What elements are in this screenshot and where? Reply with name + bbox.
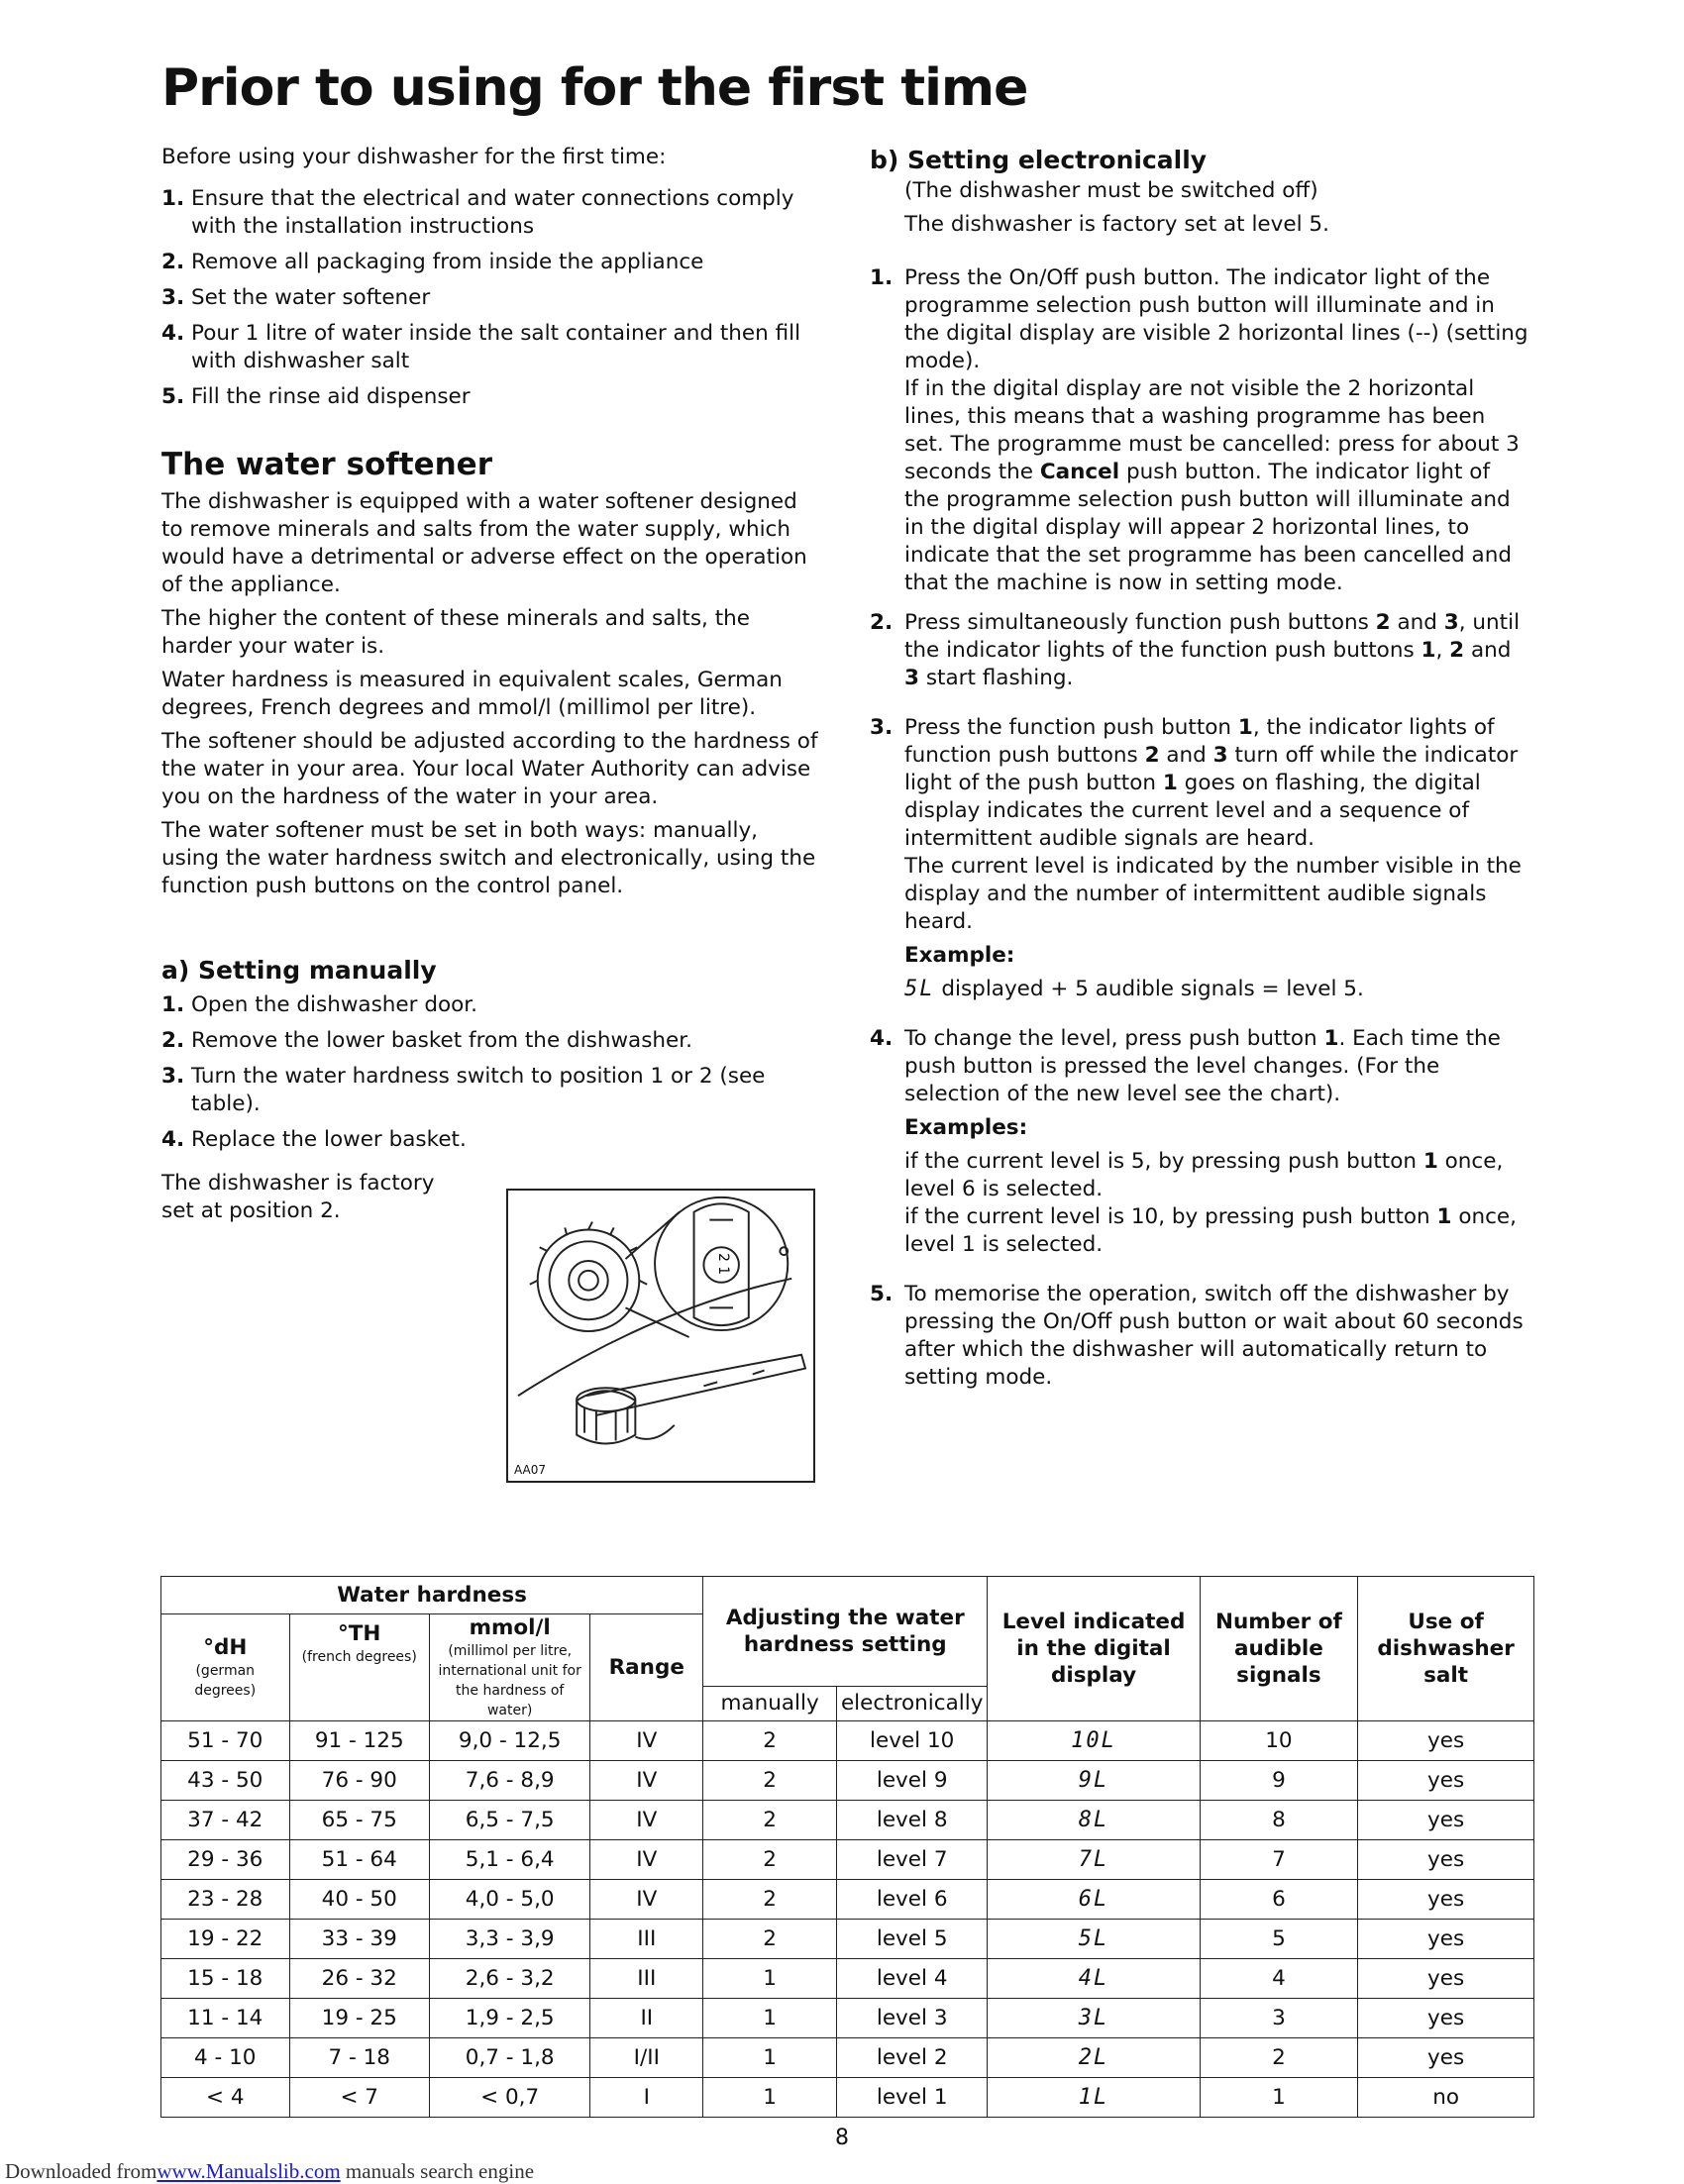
cell-elec: level 1	[836, 2078, 987, 2118]
cell-range: III	[590, 1959, 703, 1999]
figure-label: AA07	[514, 1463, 547, 1477]
cell-range: IV	[590, 1880, 703, 1920]
table-row	[161, 1880, 1534, 1920]
cell-dh: 43 - 50	[161, 1761, 290, 1801]
display-readout: 7L	[1078, 1847, 1109, 1872]
cell-range: I	[590, 2078, 703, 2118]
example-1: if the current level is 5, by pressing push button 1 once, level 6 is selected.	[904, 1149, 1504, 1201]
cell-th: 65 - 75	[289, 1801, 429, 1840]
cell-signals: 8	[1200, 1801, 1358, 1840]
cell-signals: 9	[1200, 1761, 1358, 1801]
cell-elec: level 7	[836, 1840, 987, 1880]
table-row	[161, 1920, 1534, 1959]
cell-salt: yes	[1358, 1840, 1534, 1880]
cell-signals: 7	[1200, 1840, 1358, 1880]
intro-text: Before using your dishwasher for the first time:	[161, 145, 667, 169]
cell-salt: yes	[1358, 1880, 1534, 1920]
electronic-step-2: 2. Press simultaneously function push buttons 2 and 3, until the indicator lights of the function push buttons 1, 2 and 3 start flashing.	[870, 609, 1528, 692]
cell-manual: 2	[703, 1920, 837, 1959]
table-row	[161, 2078, 1534, 2118]
softener-dial-outline	[538, 1229, 640, 1331]
manual-setting-steps	[161, 991, 820, 1154]
cell-manual: 1	[703, 1999, 837, 2038]
cell-range: III	[590, 1920, 703, 1959]
page-title: Prior to using for the first time	[161, 58, 1028, 118]
cell-elec: level 5	[836, 1920, 987, 1959]
table-row	[161, 1761, 1534, 1801]
electronic-setting-steps	[870, 264, 1528, 1392]
cell-display	[988, 1721, 1200, 1761]
cell-salt: no	[1358, 2078, 1534, 2118]
factory-level-note: The dishwasher is factory set at level 5.	[904, 212, 1329, 237]
dial-position-marks: 2 1	[715, 1253, 732, 1276]
cell-manual: 2	[703, 1840, 837, 1880]
manually-header: manually	[703, 1686, 837, 1720]
table-row	[161, 1721, 1534, 1761]
cell-manual: 1	[703, 1959, 837, 1999]
manual-step-3: 3. Turn the water hardness switch to position 1 or 2 (see table).	[161, 1064, 766, 1116]
right-column	[870, 144, 1528, 1400]
cell-elec: level 6	[836, 1880, 987, 1920]
level-header: Level indicated in the digital display	[988, 1577, 1200, 1721]
water-hardness-switch-illustration	[506, 1189, 815, 1483]
cell-mmol: 7,6 - 8,9	[429, 1761, 589, 1801]
download-footer: Downloaded fromwww.Manualslib.com manuals search engine	[5, 2159, 535, 2183]
cell-th: 51 - 64	[289, 1840, 429, 1880]
display-readout: 6L	[1078, 1887, 1109, 1912]
display-readout: 3L	[1078, 2006, 1109, 2030]
table-row	[161, 1801, 1534, 1840]
softener-paragraph: The higher the content of these minerals and salts, the harder your water is.	[161, 606, 750, 659]
cell-salt: yes	[1358, 1920, 1534, 1959]
cell-dh: 15 - 18	[161, 1959, 290, 1999]
first-use-step-5: 5. Fill the rinse aid dispenser	[161, 384, 471, 409]
cell-range: IV	[590, 1840, 703, 1880]
cell-signals: 1	[1200, 2078, 1358, 2118]
cell-range: I/II	[590, 2038, 703, 2078]
cell-mmol: 2,6 - 3,2	[429, 1959, 589, 1999]
cell-display	[988, 2078, 1200, 2118]
manualslib-link[interactable]: www.Manualslib.com	[157, 2159, 341, 2183]
switched-off-note: (The dishwasher must be switched off)	[904, 178, 1318, 203]
display-readout: 9L	[1078, 1768, 1109, 1793]
water-hardness-table	[160, 1576, 1534, 2118]
cell-display	[988, 1761, 1200, 1801]
water-hardness-group-header: Water hardness	[161, 1577, 703, 1614]
cell-th: 7 - 18	[289, 2038, 429, 2078]
softener-paragraph: Water hardness is measured in equivalent scales, German degrees, French degrees and mmol/l (millimol per litre).	[161, 668, 783, 720]
cell-dh: 4 - 10	[161, 2038, 290, 2078]
step2-text: Press simultaneously function push buttons 2 and 3, until the indicator lights of the function push buttons 1, 2 and 3 start flashing.	[904, 610, 1521, 690]
display-readout: 5L	[904, 977, 935, 1001]
manual-setting-heading: a) Setting manually	[161, 956, 437, 985]
first-use-step-3: 3. Set the water softener	[161, 285, 431, 310]
cancel-button-label: Cancel	[1039, 460, 1120, 484]
cell-th: 40 - 50	[289, 1880, 429, 1920]
softener-paragraph: The softener should be adjusted according to the hardness of the water in your area. Your local Water Authority can advise you on the hardness of the water in your area.	[161, 729, 818, 809]
left-column	[161, 144, 820, 1225]
manual-step-2: 2. Remove the lower basket from the dishwasher.	[161, 1028, 692, 1053]
cell-mmol: 1,9 - 2,5	[429, 1999, 589, 2038]
cell-th: 19 - 25	[289, 1999, 429, 2038]
cell-manual: 1	[703, 2078, 837, 2118]
cell-range: IV	[590, 1721, 703, 1761]
signals-header: Number of audible signals	[1200, 1577, 1358, 1721]
electronic-step-3: 3. Press the function push button 1, the indicator lights of function push buttons 2 and 3 turn off while the indicator light of the push button 1 goes on flashing, the digital display indicates the current level and a sequence of intermittent audible signals are heard. The current level is indicated by the number visible in the display and the number of intermittent audible signals heard. Example: 5L displayed + 5 audible signals = level 5.	[870, 714, 1528, 1003]
mmol-header: mmol/l (millimol per litre, international unit for the hardness of water)	[429, 1614, 589, 1721]
factory-position-note: The dishwasher is factory set at position 2.	[161, 1171, 435, 1223]
cell-signals: 10	[1200, 1721, 1358, 1761]
cell-elec: level 10	[836, 1721, 987, 1761]
electronic-step-1: 1. Press the On/Off push button. The indicator light of the programme selection push button will illuminate and in the digital display are visible 2 horizontal lines (--) (setting mode). If in the digital display are not visible the 2 horizontal lines, this means that a washing programme has been set. The programme must be cancelled: press for about 3 seconds the Cancel push button. The indicator light of the programme selection push button will illuminate and in the digital display will appear 2 horizontal lines, to indicate that the set programme has been cancelled and that the machine is now in setting mode.	[870, 265, 1528, 595]
table-row	[161, 1999, 1534, 2038]
cell-mmol: 9,0 - 12,5	[429, 1721, 589, 1761]
cell-salt: yes	[1358, 1761, 1534, 1801]
cell-salt: yes	[1358, 1959, 1534, 1999]
step1-text-a: Press the On/Off push button. The indicator light of the programme selection push button will illuminate and in the digital display are visible 2 horizontal lines (--) (setting mode).	[904, 265, 1528, 373]
cell-range: IV	[590, 1801, 703, 1840]
electronic-step-5: 5. To memorise the operation, switch off the dishwasher by pressing the On/Off push button or wait about 60 seconds after which the dishwasher will automatically return to setting mode.	[870, 1282, 1524, 1390]
cell-th: 26 - 32	[289, 1959, 429, 1999]
water-hardness-table-body	[161, 1721, 1534, 2118]
cell-mmol: 0,7 - 1,8	[429, 2038, 589, 2078]
softener-heading: The water softener	[161, 447, 492, 482]
cell-dh: 37 - 42	[161, 1801, 290, 1840]
cell-dh: 23 - 28	[161, 1880, 290, 1920]
cell-display	[988, 2038, 1200, 2078]
cell-display	[988, 1999, 1200, 2038]
display-readout: 8L	[1078, 1808, 1109, 1832]
softener-description	[161, 488, 820, 900]
cell-range: II	[590, 1999, 703, 2038]
display-readout: 1L	[1078, 2085, 1109, 2110]
salt-header: Use of dishwasher salt	[1358, 1577, 1534, 1721]
softener-paragraph: The water softener must be set in both ways: manually, using the water hardness switch and electronically, using the function push buttons on the control panel.	[161, 818, 816, 898]
adjusting-group-header: Adjusting the water hardness setting	[703, 1577, 988, 1687]
cell-manual: 2	[703, 1801, 837, 1840]
cell-salt: yes	[1358, 1721, 1534, 1761]
cell-mmol: 3,3 - 3,9	[429, 1920, 589, 1959]
cell-manual: 1	[703, 2038, 837, 2078]
display-readout: 10L	[1071, 1728, 1116, 1753]
cell-range: IV	[590, 1761, 703, 1801]
cell-th: 91 - 125	[289, 1721, 429, 1761]
first-use-steps	[161, 185, 820, 411]
th-header: °TH (french degrees)	[289, 1614, 429, 1721]
manual-step-1: 1. Open the dishwasher door.	[161, 992, 477, 1017]
cell-th: < 7	[289, 2078, 429, 2118]
cell-th: 76 - 90	[289, 1761, 429, 1801]
dh-header: °dH (german degrees)	[161, 1614, 290, 1721]
cell-elec: level 9	[836, 1761, 987, 1801]
cell-signals: 6	[1200, 1880, 1358, 1920]
cell-mmol: 5,1 - 6,4	[429, 1840, 589, 1880]
cell-elec: level 8	[836, 1801, 987, 1840]
step4-text: To change the level, press push button 1. Each time the push button is pressed the level changes. (For the selection of the new level see the chart).	[904, 1026, 1501, 1106]
cell-manual: 2	[703, 1761, 837, 1801]
cell-mmol: < 0,7	[429, 2078, 589, 2118]
step3-text: Press the function push button 1, the indicator lights of function push buttons 2 and 3 turn off while the indicator light of the push button 1 goes on flashing, the digital display indicates the current level and a sequence of intermittent audible signals are heard.	[904, 715, 1519, 851]
cell-elec: level 3	[836, 1999, 987, 2038]
display-readout: 4L	[1078, 1966, 1109, 1991]
cell-display	[988, 1880, 1200, 1920]
electronic-setting-heading: b) Setting electronically	[870, 146, 1208, 174]
cell-signals: 5	[1200, 1920, 1358, 1959]
cell-salt: yes	[1358, 2038, 1534, 2078]
first-use-step-2: 2. Remove all packaging from inside the appliance	[161, 250, 704, 274]
cell-display	[988, 1801, 1200, 1840]
switch-diagram	[508, 1191, 813, 1481]
examples-label: Examples:	[904, 1115, 1028, 1140]
cell-signals: 2	[1200, 2038, 1358, 2078]
cell-dh: 19 - 22	[161, 1920, 290, 1959]
cell-manual: 2	[703, 1721, 837, 1761]
step3-level-note: The current level is indicated by the number visible in the display and the number of intermittent audible signals heard.	[904, 854, 1522, 934]
softener-paragraph: The dishwasher is equipped with a water softener designed to remove minerals and salts from the water supply, which would have a detrimental or adverse effect on the operation of the appliance.	[161, 489, 807, 597]
cell-salt: yes	[1358, 1801, 1534, 1840]
cell-dh: 11 - 14	[161, 1999, 290, 2038]
cell-mmol: 4,0 - 5,0	[429, 1880, 589, 1920]
example-label: Example:	[904, 943, 1015, 968]
page-number: 8	[835, 2126, 849, 2150]
cell-dh: 29 - 36	[161, 1840, 290, 1880]
cell-signals: 3	[1200, 1999, 1358, 2038]
display-readout: 2L	[1078, 2045, 1109, 2070]
first-use-step-4: 4. Pour 1 litre of water inside the salt container and then fill with dishwasher salt	[161, 321, 801, 373]
cell-signals: 4	[1200, 1959, 1358, 1999]
cell-mmol: 6,5 - 7,5	[429, 1801, 589, 1840]
cell-salt: yes	[1358, 1999, 1534, 2038]
cell-th: 33 - 39	[289, 1920, 429, 1959]
cell-display	[988, 1920, 1200, 1959]
example-2: if the current level is 10, by pressing push button 1 once, level 1 is selected.	[904, 1204, 1517, 1257]
cell-dh: < 4	[161, 2078, 290, 2118]
table-row	[161, 1840, 1534, 1880]
cell-manual: 2	[703, 1880, 837, 1920]
cell-display	[988, 1959, 1200, 1999]
display-readout: 5L	[1078, 1926, 1109, 1951]
cell-elec: level 2	[836, 2038, 987, 2078]
table-row	[161, 1959, 1534, 1999]
electronically-header: electronically	[836, 1686, 987, 1720]
step1-text-b: If in the digital display are not visible the 2 horizontal lines, this means that a washing programme has been set. The programme must be cancelled: press for about 3 seconds the Cancel push button. The indicator light of the programme selection push button will illuminate and in the digital display will appear 2 horizontal lines, to indicate that the set programme has been cancelled and that the machine is now in setting mode.	[904, 376, 1520, 595]
electronic-step-4: 4. To change the level, press push button 1. Each time the push button is pressed the level changes. (For the selection of the new level see the chart). Examples: if the current level is 5, by pressing push button 1 once, level 6 is selected. if the current level is 10, by pressing push button 1 once, level 1 is selected.	[870, 1025, 1528, 1259]
first-use-step-1: 1. Ensure that the electrical and water connections comply with the installation instructions	[161, 186, 794, 239]
range-header: Range	[590, 1614, 703, 1721]
example-line: 5L displayed + 5 audible signals = level 5.	[904, 977, 1364, 1001]
table-row	[161, 2038, 1534, 2078]
manual-step-4: 4. Replace the lower basket.	[161, 1127, 467, 1152]
cell-elec: level 4	[836, 1959, 987, 1999]
cell-dh: 51 - 70	[161, 1721, 290, 1761]
cell-display	[988, 1840, 1200, 1880]
